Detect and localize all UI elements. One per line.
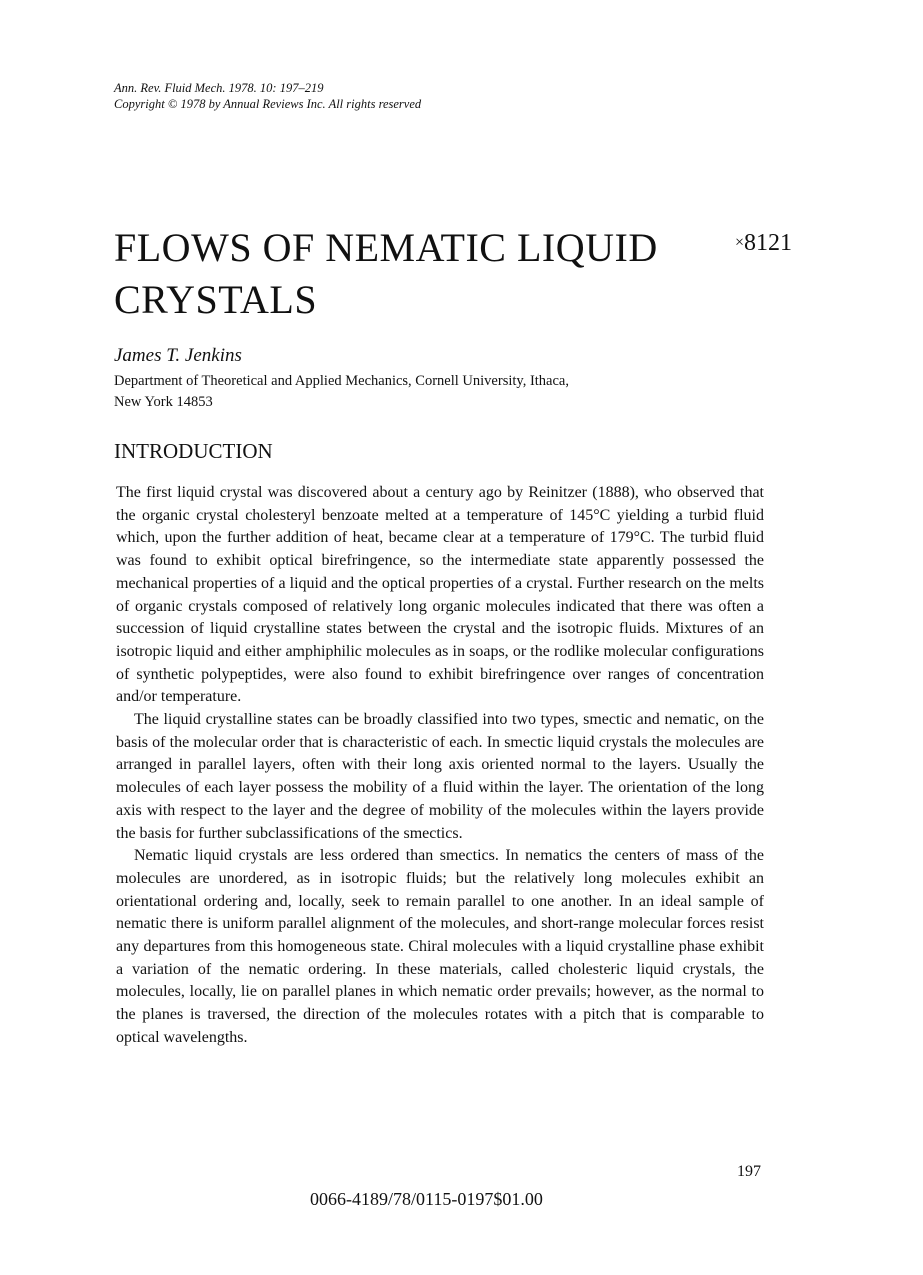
- author-affiliation: [114, 371, 754, 413]
- page-number: 197: [737, 1163, 761, 1180]
- journal-header: [114, 80, 421, 112]
- paragraph: The liquid crystalline states can be broadly classified into two types, smectic and nematic, on the basis of the molecular order that is characteristic of each. In smectic liquid crystals the molecules are arranged in parallel layers, often with their long axis oriented normal to the layers. Usually the molecules of each layer possess the mobility of a fluid within the layer. The orientation of the long axis with respect to the layer and the degree of mobility of the molecules within the layers provide the basis for further subclassifications of the smectics.: [116, 711, 764, 842]
- article-code: [735, 228, 792, 258]
- body-text: [116, 482, 764, 1050]
- section-heading: INTRODUCTION: [114, 439, 273, 463]
- copyright-notice: Copyright © 1978 by Annual Reviews Inc. All rights reserved: [114, 97, 422, 111]
- title-line-2: CRYSTALS: [114, 277, 318, 322]
- article-code-number: 8121: [744, 230, 793, 256]
- title-line-1: FLOWS OF NEMATIC LIQUID: [114, 225, 658, 270]
- affiliation-line-1: Department of Theoretical and Applied Mechanics, Cornell University, Ithaca,: [114, 373, 569, 389]
- paragraph: Nematic liquid crystals are less ordered than smectics. In nematics the centers of mass of the molecules are unordered, as in isotropic fluids; but the relatively long molecules exhibit an orientational ordering and, locally, seek to remain parallel to one another. In an ideal sample of nematic there is uniform parallel alignment of the molecules, and short-range molecular forces resist any departures from this homogeneous state. Chiral molecules with a liquid crystalline phase exhibit a variation of the nematic ordering. In these materials, called cholesteric liquid crystals, the molecules, locally, lie on parallel planes in which nematic order prevails; however, as the normal to the planes is traversed, the direction of the molecules rotates with a pitch that is comparable to optical wavelengths.: [116, 847, 764, 1046]
- footer-code: 0066-4189/78/0115-0197$01.00: [310, 1189, 543, 1209]
- cross-mark-icon: ×: [735, 234, 745, 251]
- author-name: James T. Jenkins: [114, 345, 242, 366]
- paragraph: The first liquid crystal was discovered about a century ago by Reinitzer (1888), who observed that the organic crystal cholesteryl benzoate melted at a temperature of 145°C yielding a turbid fluid which, upon the further addition of heat, became clear at a temperature of 179°C. The turbid fluid was found to exhibit optical birefringence, so the intermediate state apparently possessed the mechanical properties of a liquid and the optical properties of a crystal. Further research on the melts of organic crystals composed of relatively long organic molecules indicated that there was often a succession of liquid crystalline states between the crystal and the isotropic fluids. Mixtures of an isotropic liquid and either amphiphilic molecules as in soaps, or the rodlike molecular configurations of synthetic polypeptides, were also found to exhibit birefringence over ranges of concentration and/or temperature.: [116, 484, 764, 706]
- article-title: [114, 222, 714, 326]
- journal-citation: Ann. Rev. Fluid Mech. 1978. 10: 197–219: [114, 81, 324, 95]
- affiliation-line-2: New York 14853: [114, 394, 213, 410]
